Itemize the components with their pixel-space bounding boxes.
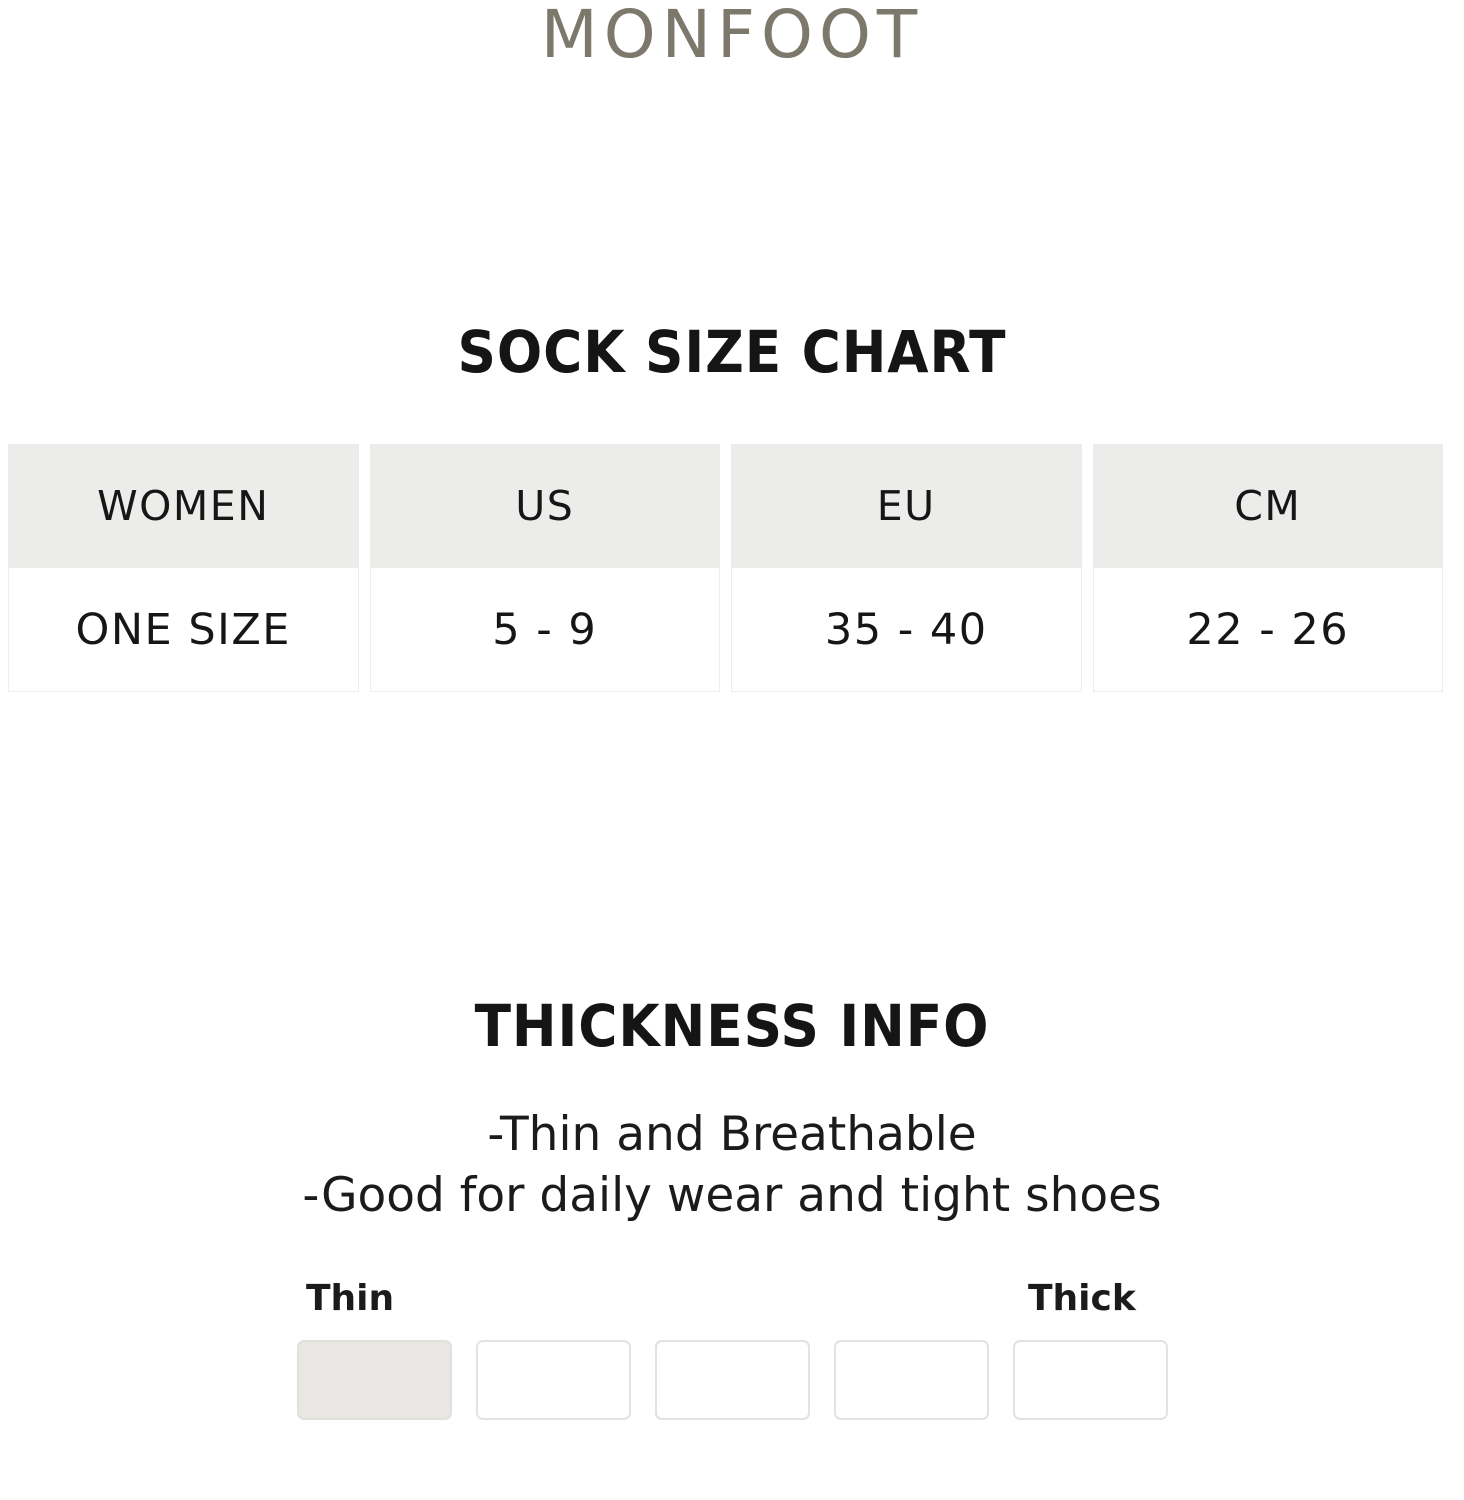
column-header: US xyxy=(370,444,721,568)
table-cell: 35 - 40 xyxy=(731,568,1082,692)
scale-max-label: Thick xyxy=(1028,1278,1136,1320)
table-column-eu xyxy=(731,444,1082,692)
thickness-description xyxy=(0,1104,1464,1226)
size-chart-table xyxy=(8,444,1443,692)
table-column-cm xyxy=(1093,444,1444,692)
thickness-scale-labels xyxy=(0,1278,1464,1326)
brand-logo: MONFOOT xyxy=(540,0,924,73)
column-header: EU xyxy=(731,444,1082,568)
thickness-box-2 xyxy=(476,1340,631,1420)
table-cell: 22 - 26 xyxy=(1093,568,1444,692)
table-column-us xyxy=(370,444,721,692)
table-cell: ONE SIZE xyxy=(8,568,359,692)
table-cell: 5 - 9 xyxy=(370,568,721,692)
scale-min-label: Thin xyxy=(306,1278,395,1320)
thickness-scale-boxes xyxy=(0,1340,1464,1420)
size-chart-heading: SOCK SIZE CHART xyxy=(457,318,1007,386)
thickness-box-5 xyxy=(1013,1340,1168,1420)
thickness-info-heading: THICKNESS INFO xyxy=(474,992,990,1060)
thickness-box-3 xyxy=(655,1340,810,1420)
thickness-box-1 xyxy=(297,1340,452,1420)
column-header: CM xyxy=(1093,444,1444,568)
thickness-line: -Good for daily wear and tight shoes xyxy=(302,1168,1162,1224)
thickness-box-4 xyxy=(834,1340,989,1420)
table-column-women xyxy=(8,444,359,692)
thickness-line: -Thin and Breathable xyxy=(487,1107,977,1162)
column-header: WOMEN xyxy=(8,444,359,568)
